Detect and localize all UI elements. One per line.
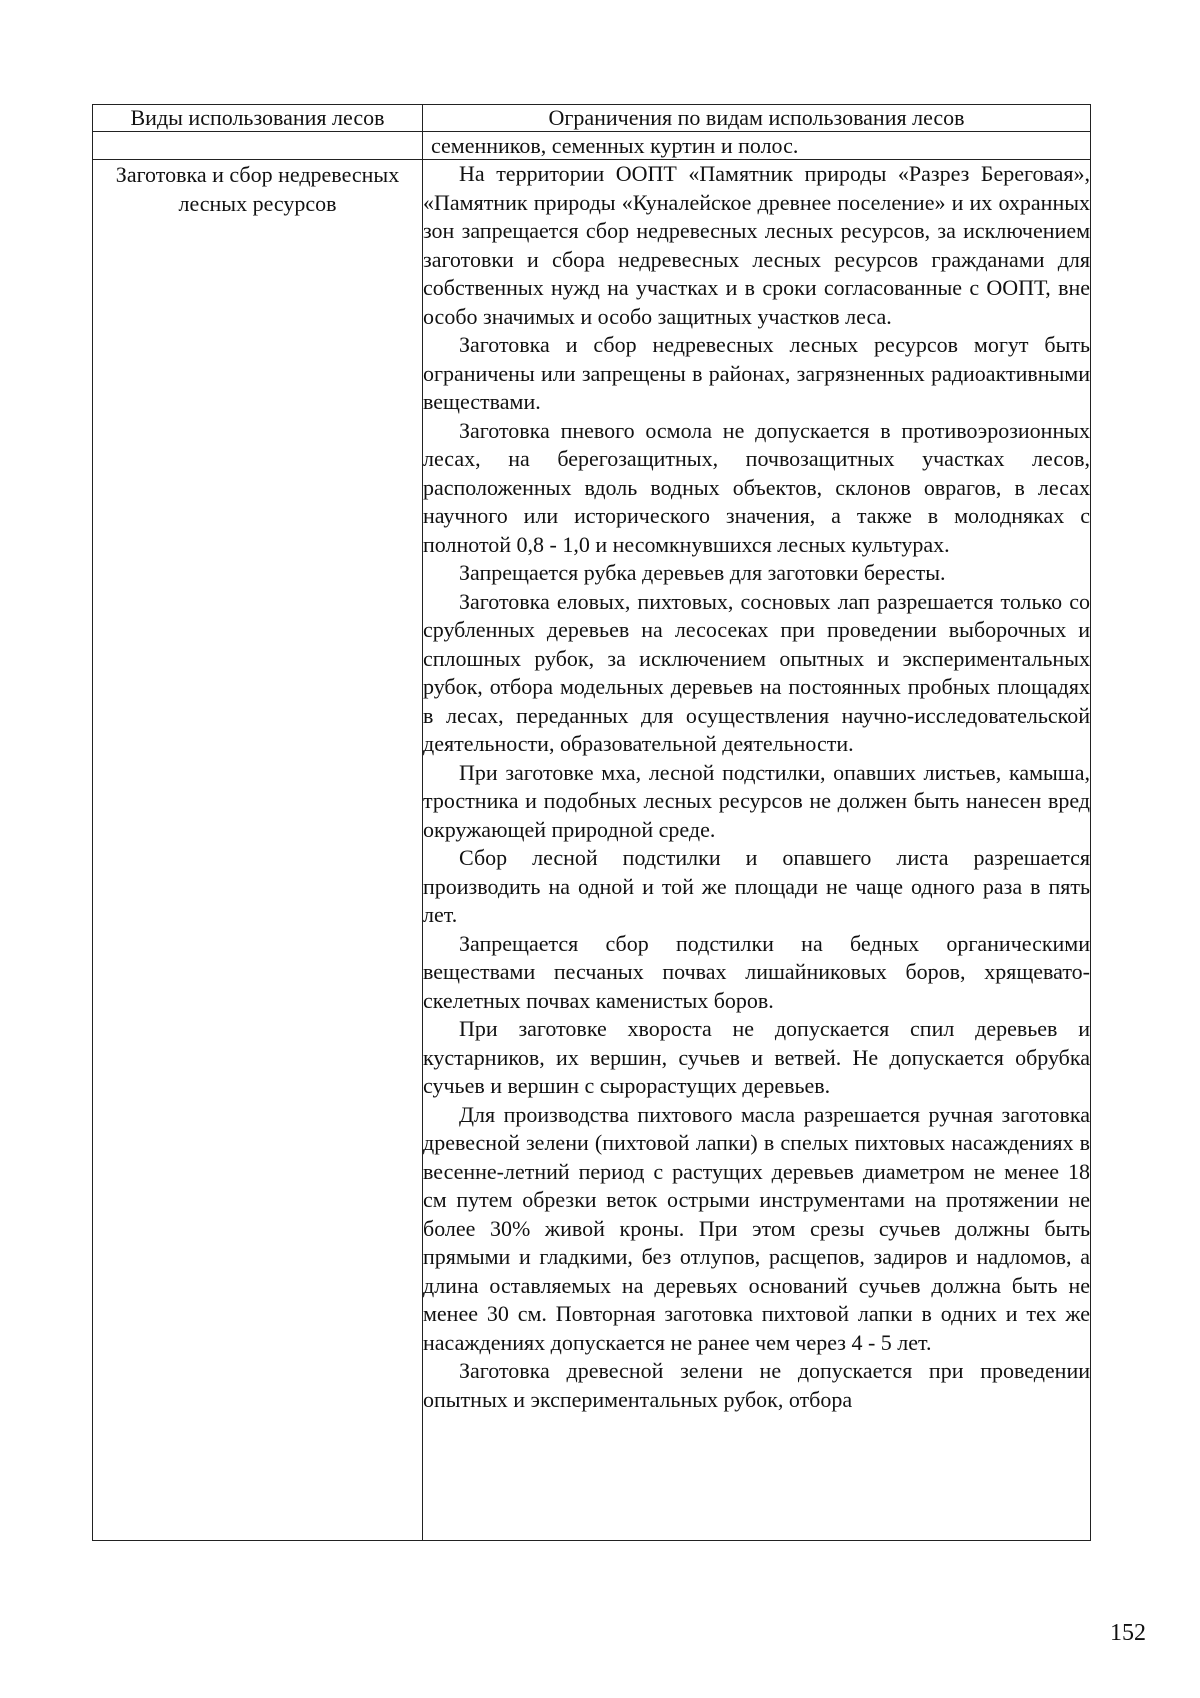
- continuation-text: семенников, семенных куртин и полос.: [423, 132, 1091, 160]
- restriction-paragraph: Заготовка древесной зелени не допускается при проведении опытных и экспериментальных рубок, отбора: [423, 1358, 1090, 1412]
- restriction-paragraph: Запрещается сбор подстилки на бедных органическими веществами песчаных почвах лишайниковых боров, хрящевато-скелетных почвах каменистых боров.: [423, 930, 1090, 1013]
- restriction-paragraph: Заготовка и сбор недревесных лесных ресурсов могут быть ограничены или запрещены в районах, загрязненных радиоактивными веществами.: [423, 332, 1090, 414]
- header-restrictions: Ограничения по видам использования лесов: [423, 105, 1091, 132]
- continuation-left-cell: [93, 132, 423, 160]
- table-header-row: [93, 105, 1091, 132]
- header-use-types: Виды использования лесов: [93, 105, 423, 132]
- restriction-paragraph: Заготовка еловых, пихтовых, сосновых лап разрешается только со срубленных деревьев на лесосеках при проведении выборочных и сплошных рубок, за исключением опытных и экспериментальных рубок, отбора модельных деревьев на постоянных пробных площадях в лесах, переданных для осуществления научно-исследовательской деятельности, образовательной деятельности.: [423, 588, 1090, 756]
- continuation-row: [93, 132, 1091, 160]
- restrictions-cell: [423, 160, 1091, 1541]
- restriction-paragraph: Для производства пихтового масла разрешается ручная заготовка древесной зелени (пихтовой лапки) в спелых пихтовых насаждениях в весенне-летний период с растущих деревьев диаметром не менее 18 см путем обрезки веток острыми инструментами на протяжении не более 30% живой кроны. При этом срезы сучьев должны быть прямыми и гладкими, без отлупов, расщепов, задиров и надломов, а длина оставляемых на деревьях оснований сучьев должна быть не менее 30 см. Повторная заготовка пихтовой лапки в одних и тех же насаждениях допускается не ранее чем через 4 - 5 лет.: [423, 1101, 1090, 1355]
- restriction-paragraph: На территории ООПТ «Памятник природы «Разрез Береговая», «Памятник природы «Куналейское древнее поселение» и их охранных зон запрещается сбор недревесных лесных ресурсов, за исключением заготовки и сбора недревесных лесных ресурсов гражданами для собственных нужд на участках и в сроки согласованные с ООПТ, вне особо значимых и особо защитных участков леса.: [423, 161, 1090, 329]
- restriction-paragraph: При заготовке мха, лесной подстилки, опавших листьев, камыша, тростника и подобных лесных ресурсов не должен быть нанесен вред окружающей природной среде.: [423, 759, 1090, 842]
- restriction-paragraph: При заготовке хвороста не допускается спил деревьев и кустарников, их вершин, сучьев и ветвей. Не допускается обрубка сучьев и вершин с сырорастущих деревьев.: [423, 1016, 1090, 1098]
- restriction-paragraph: Заготовка пневого осмола не допускается в противоэрозионных лесах, на берегозащитных, почвозащитных участках лесов, расположенных вдоль водных объектов, склонов оврагов, в лесах научного или исторического значения, а также в молодняках с полнотой 0,8 - 1,0 и несомкнувшихся лесных культурах.: [423, 417, 1090, 557]
- use-type-cell: Заготовка и сбор недревесных лесных ресурсов: [93, 160, 423, 1541]
- restrictions-table: [92, 104, 1091, 1541]
- restriction-paragraph: Сбор лесной подстилки и опавшего листа разрешается производить на одной и той же площади не чаще одного раза в пять лет.: [423, 845, 1090, 927]
- restriction-paragraph: Запрещается рубка деревьев для заготовки бересты.: [459, 560, 946, 585]
- table-row: [93, 160, 1091, 1541]
- page-number: 152: [1110, 1620, 1146, 1646]
